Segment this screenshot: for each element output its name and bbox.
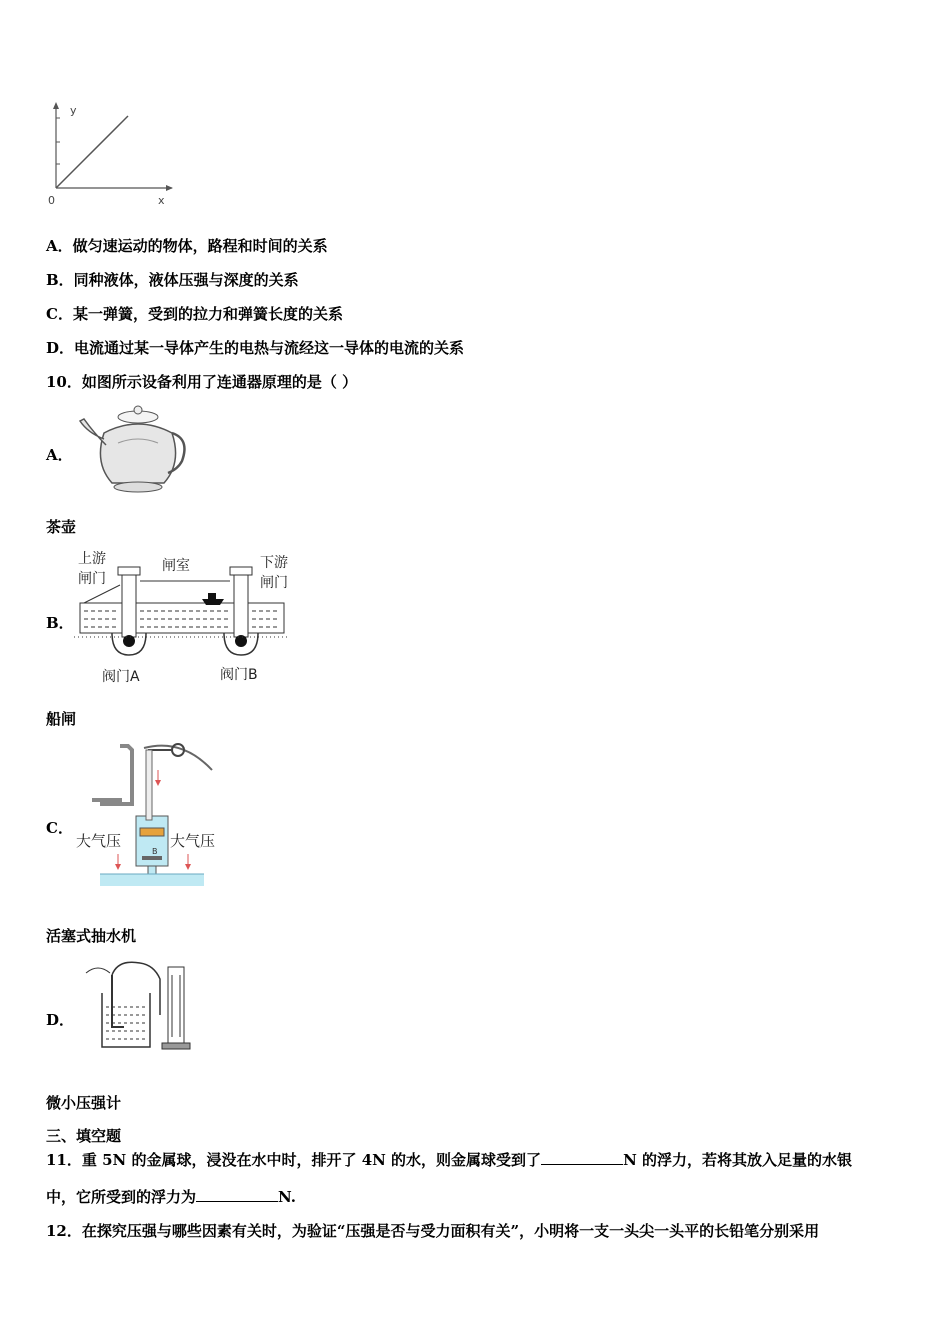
lock-upstream-label-1: 上游	[78, 551, 106, 567]
q11-part-3: 中，它所受到的浮力为	[46, 1188, 197, 1206]
graph-x-label: x	[158, 194, 165, 207]
q11-line-2	[46, 1187, 296, 1207]
q9-option-c: C．某一弹簧，受到的拉力和弹簧长度的关系	[46, 305, 343, 323]
lock-valve-a-label: 阀门A	[102, 669, 140, 685]
ship-lock-figure	[72, 547, 302, 687]
q11-line-1	[46, 1150, 852, 1170]
q10-option-d-label: D．	[46, 1011, 75, 1029]
lock-chamber-label: 闸室	[162, 558, 190, 574]
q11-part-2: N 的浮力，若将其放入足量的水银	[623, 1151, 852, 1169]
lock-valve-b-label: 阀门B	[220, 667, 258, 683]
q9-option-b: B．同种液体，液体压强与深度的关系	[46, 271, 299, 289]
q10-option-d-caption: 微小压强计	[46, 1094, 122, 1112]
graph-y-label: y	[70, 104, 77, 117]
pressure-gauge-figure	[78, 955, 198, 1055]
pump-valve-label: B	[152, 847, 158, 856]
graph-origin-label: 0	[48, 194, 55, 207]
q10-option-c-label: C．	[46, 819, 73, 837]
q11-blank-2[interactable]	[196, 1187, 278, 1202]
section-3-heading: 三、填空题	[46, 1127, 122, 1145]
q9-option-d: D．电流通过某一导体产生的电热与流经这一导体的电流的关系	[46, 339, 465, 357]
q9-option-a: A．做匀速运动的物体，路程和时间的关系	[46, 237, 328, 255]
q11-blank-1[interactable]	[541, 1150, 623, 1165]
q11-part-4: N.	[278, 1188, 296, 1206]
q11-part-1: 11．重 5N 的金属球，浸没在水中时，排开了 4N 的水，则金属球受到了	[46, 1151, 542, 1169]
pump-right-pressure-label: 大气压	[170, 832, 216, 850]
pump-left-pressure-label: 大气压	[76, 832, 122, 850]
q10-stem: 10．如图所示设备利用了连通器原理的是（ ）	[46, 373, 358, 391]
lock-upstream-label-2: 闸门	[78, 571, 106, 587]
q10-option-a-caption: 茶壶	[46, 518, 77, 536]
q12-stem: 12．在探究压强与哪些因素有关时，为验证“压强是否与受力面积有关”，小明将一支一头尖一头平的长铅笔分别采用	[46, 1222, 820, 1240]
lock-downstream-label-1: 下游	[260, 555, 288, 571]
lock-downstream-label-2: 闸门	[260, 575, 288, 591]
teapot-icon	[78, 403, 190, 495]
q10-option-b-label: B．	[46, 614, 74, 632]
q10-option-a-label: A．	[46, 446, 73, 464]
linear-graph-figure	[40, 98, 180, 210]
q10-option-b-caption: 船闸	[46, 710, 77, 728]
piston-pump-figure	[72, 740, 222, 890]
q10-option-c-caption: 活塞式抽水机	[46, 927, 137, 945]
